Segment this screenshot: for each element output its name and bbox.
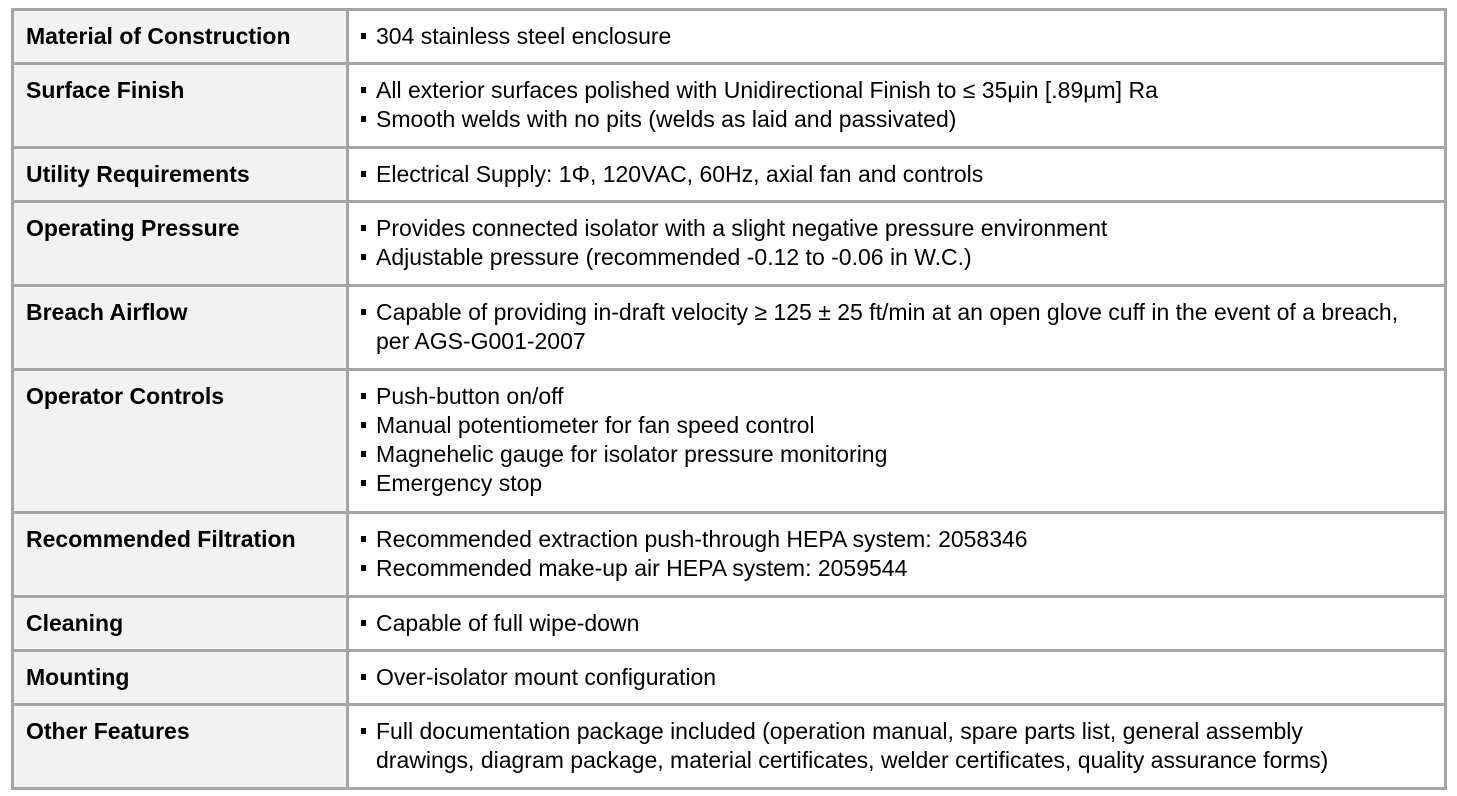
spec-label: Material of Construction xyxy=(26,23,291,49)
spec-value-cell xyxy=(348,202,1446,286)
spec-value-list xyxy=(349,652,1444,692)
spec-value-item xyxy=(361,717,1404,775)
spec-label-cell xyxy=(13,148,348,202)
square-bullet-icon xyxy=(361,393,366,399)
spec-value-list xyxy=(349,371,1444,498)
square-bullet-icon xyxy=(361,171,366,177)
spec-value-item xyxy=(361,609,1404,638)
spec-value-text: Push-button on/off xyxy=(376,383,564,409)
spec-label-cell xyxy=(13,10,348,64)
spec-value-text: Recommended extraction push-through HEPA system: 2058346 xyxy=(376,526,1028,552)
spec-value-cell xyxy=(348,64,1446,148)
square-bullet-icon xyxy=(361,254,366,260)
spec-label: Breach Airflow xyxy=(26,299,188,325)
spec-row xyxy=(13,651,1446,705)
spec-value-text: Adjustable pressure (recommended -0.12 to -0.06 in W.C.) xyxy=(376,244,972,270)
spec-value-item xyxy=(361,440,1404,469)
spec-value-cell xyxy=(348,705,1446,789)
spec-label-cell xyxy=(13,64,348,148)
spec-row xyxy=(13,286,1446,370)
spec-value-cell xyxy=(348,148,1446,202)
spec-label: Recommended Filtration xyxy=(26,526,296,552)
spec-row xyxy=(13,64,1446,148)
spec-value-text: Emergency stop xyxy=(376,470,543,496)
spec-label-cell xyxy=(13,202,348,286)
square-bullet-icon xyxy=(361,536,366,542)
spec-row xyxy=(13,705,1446,789)
square-bullet-icon xyxy=(361,225,366,231)
spec-row xyxy=(13,370,1446,513)
spec-row xyxy=(13,202,1446,286)
spec-label-cell xyxy=(13,513,348,597)
spec-row xyxy=(13,513,1446,597)
spec-value-text: Full documentation package included (operation manual, spare parts list, general assembly drawings, diagram package, material certificates, welder certificates, quality assurance forms) xyxy=(376,718,1329,773)
spec-label: Utility Requirements xyxy=(26,161,250,187)
spec-row xyxy=(13,148,1446,202)
spec-value-item xyxy=(361,525,1404,554)
square-bullet-icon xyxy=(361,422,366,428)
spec-value-cell xyxy=(348,286,1446,370)
spec-value-text: Capable of providing in-draft velocity ≥ 125 ± 25 ft/min at an open glove cuff in the event of a breach, per AGS-G001-2007 xyxy=(376,299,1399,354)
spec-value-text: 304 stainless steel enclosure xyxy=(376,23,672,49)
spec-value-text: Magnehelic gauge for isolator pressure monitoring xyxy=(376,441,888,467)
spec-value-cell xyxy=(348,370,1446,513)
specifications-table xyxy=(11,8,1447,790)
spec-value-list xyxy=(349,706,1444,775)
spec-value-item xyxy=(361,411,1404,440)
spec-label-cell xyxy=(13,597,348,651)
spec-value-list xyxy=(349,514,1444,583)
spec-value-text: All exterior surfaces polished with Unidirectional Finish to ≤ 35μin [.89μm] Ra xyxy=(376,77,1158,103)
spec-label-cell xyxy=(13,370,348,513)
spec-label: Operating Pressure xyxy=(26,215,240,241)
specifications-table-body xyxy=(13,10,1446,789)
square-bullet-icon xyxy=(361,620,366,626)
spec-label: Surface Finish xyxy=(26,77,185,103)
spec-value-text: Electrical Supply: 1Φ, 120VAC, 60Hz, axial fan and controls xyxy=(376,161,984,187)
spec-value-item xyxy=(361,469,1404,498)
spec-value-list xyxy=(349,65,1444,134)
square-bullet-icon xyxy=(361,116,366,122)
spec-row xyxy=(13,10,1446,64)
spec-value-item xyxy=(361,382,1404,411)
spec-value-text: Provides connected isolator with a slight negative pressure environment xyxy=(376,215,1108,241)
spec-value-cell xyxy=(348,10,1446,64)
spec-value-item xyxy=(361,22,1404,51)
spec-value-list xyxy=(349,11,1444,51)
spec-row xyxy=(13,597,1446,651)
spec-value-item xyxy=(361,298,1404,356)
spec-value-text: Recommended make-up air HEPA system: 2059544 xyxy=(376,555,908,581)
spec-value-text: Capable of full wipe-down xyxy=(376,610,640,636)
square-bullet-icon xyxy=(361,565,366,571)
spec-value-item xyxy=(361,160,1404,189)
spec-value-item xyxy=(361,663,1404,692)
spec-value-item xyxy=(361,214,1404,243)
spec-value-cell xyxy=(348,597,1446,651)
spec-value-list xyxy=(349,287,1444,356)
spec-label: Mounting xyxy=(26,664,130,690)
spec-value-item xyxy=(361,76,1404,105)
square-bullet-icon xyxy=(361,451,366,457)
spec-label: Operator Controls xyxy=(26,383,225,409)
spec-value-list xyxy=(349,203,1444,272)
spec-value-text: Manual potentiometer for fan speed control xyxy=(376,412,815,438)
square-bullet-icon xyxy=(361,33,366,39)
square-bullet-icon xyxy=(361,480,366,486)
spec-label: Other Features xyxy=(26,718,190,744)
spec-value-cell xyxy=(348,513,1446,597)
square-bullet-icon xyxy=(361,87,366,93)
spec-value-text: Over-isolator mount configuration xyxy=(376,664,717,690)
spec-label-cell xyxy=(13,286,348,370)
spec-value-item xyxy=(361,105,1404,134)
spec-label-cell xyxy=(13,651,348,705)
square-bullet-icon xyxy=(361,728,366,734)
spec-value-item xyxy=(361,243,1404,272)
spec-value-list xyxy=(349,149,1444,189)
spec-value-cell xyxy=(348,651,1446,705)
spec-value-text: Smooth welds with no pits (welds as laid and passivated) xyxy=(376,106,957,132)
spec-label: Cleaning xyxy=(26,610,124,636)
spec-value-item xyxy=(361,554,1404,583)
square-bullet-icon xyxy=(361,309,366,315)
spec-label-cell xyxy=(13,705,348,789)
spec-value-list xyxy=(349,598,1444,638)
square-bullet-icon xyxy=(361,674,366,680)
